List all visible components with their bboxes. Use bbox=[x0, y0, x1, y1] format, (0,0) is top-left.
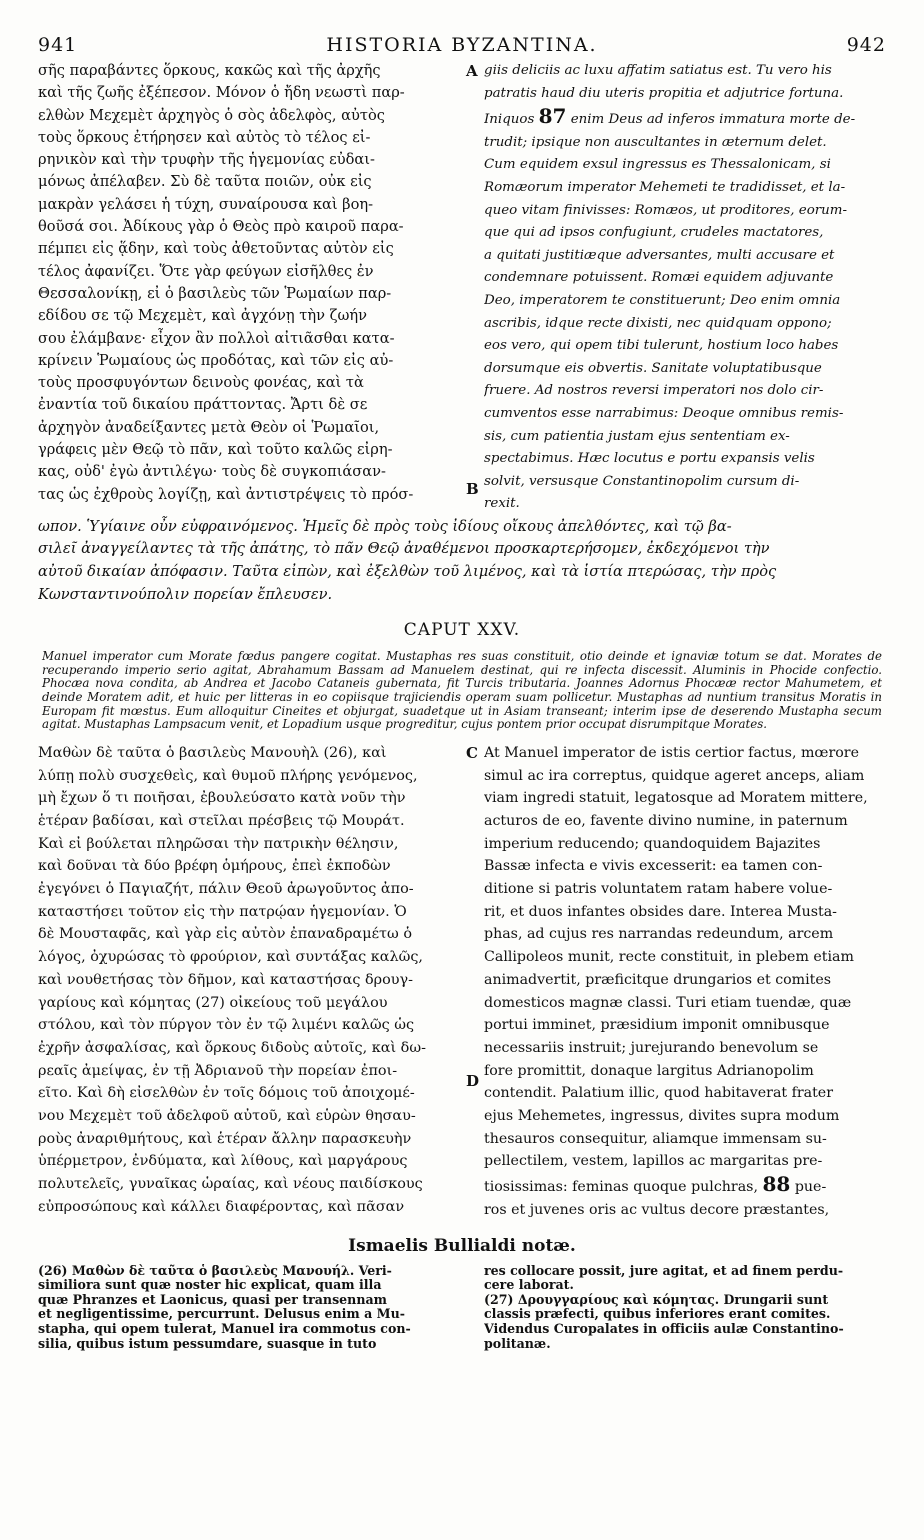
text-line: γαρίους καὶ κόμητας (27) οἰκείους τοῦ μεγάλου bbox=[38, 994, 388, 1011]
text-line: σιλεῖ ἀναγγείλαντες τὰ τῆς ἀπάτης, τὸ πᾶν Θεῷ ἀναθέμενοι προσκαρτερήσομεν, ἐκδεχόμενοι τὴν bbox=[38, 540, 770, 558]
text-line: ros et juvenes oris ac vultus decore præstantes, bbox=[484, 1201, 830, 1218]
text-line: cumventos esse narrabimus: Deoque omnibus remis- bbox=[484, 405, 844, 421]
text-line: λύπῃ πολὺ συσχεθεὶς, καὶ θυμοῦ πλήρης γενόμενος, bbox=[38, 767, 418, 784]
text-line: Bassæ infecta e vivis excesserit: ea tamen con- bbox=[484, 858, 823, 875]
text-line: domesticos magnæ classi. Turi etiam tuendæ, quæ bbox=[484, 994, 852, 1011]
text-line: animadvertit, præficitque drungarios et comites bbox=[484, 971, 832, 988]
margin-letter-c: C bbox=[466, 743, 478, 762]
text-line: acturos de eo, favente divino numine, in paternum bbox=[484, 812, 848, 829]
text-line: Cum equidem exsul ingressus es Thessalonicam, si bbox=[484, 157, 831, 173]
text-line: νου Μεχεμὲτ τοῦ ἀδελφοῦ αὐτοῦ, καὶ εὑρὼν θησαυ- bbox=[38, 1108, 416, 1125]
lower-greek-column bbox=[38, 742, 458, 1222]
text-line: ἀρχηγὸν ἀναδείξαντες μετὰ Θεὸν οἱ Ῥωμαῖοι, bbox=[38, 418, 380, 436]
text-line: dorsumque eis obvertis. Sanitate voluptatibusque bbox=[484, 360, 822, 376]
page-marker: 88 bbox=[762, 1173, 791, 1197]
upper-margin bbox=[458, 60, 484, 516]
text-line: ὑπέρμετρον, ἐνδύματα, καὶ λίθους, καὶ μαργάρους bbox=[38, 1153, 408, 1170]
text-line: Μαθὼν δὲ ταῦτα ὁ βασιλεὺς Μανουὴλ (26), καὶ bbox=[38, 744, 387, 761]
text-line: Iniquos 87 enim Deus ad inferos immatura morte de- bbox=[484, 105, 856, 129]
text-line: Romæorum imperator Mehemeti te tradidisset, et la- bbox=[484, 179, 846, 195]
running-head bbox=[38, 34, 886, 56]
text-line: fruere. Ad nostros reversi imperatori nos dolo cir- bbox=[484, 383, 824, 399]
text-line: καὶ νουθετήσας τὸν δῆμον, καὶ καταστήσας δρουγ- bbox=[38, 971, 414, 988]
text-line: μόνως ἀπέλαβεν. Σὺ δὲ ταῦτα ποιῶν, οὐκ εἰς bbox=[38, 173, 372, 191]
notes-columns bbox=[38, 1264, 886, 1352]
margin-letter-a: A bbox=[466, 62, 478, 80]
notes-left-column bbox=[38, 1264, 484, 1352]
text-line: tiosissimas: feminas quoque pulchras, 88 pue- bbox=[484, 1173, 827, 1197]
text-line: et negligentissime, percurrunt. Delusus enim a Mu- bbox=[38, 1307, 405, 1322]
text-line: contendit. Palatium illic, quod habitaverat frater bbox=[484, 1085, 833, 1102]
text-line: patratis haud diu uteris propitia et adjutrice fortuna. bbox=[484, 85, 844, 101]
greek-text bbox=[38, 60, 458, 506]
text-line: τέλος ἀφανίζει. Ὅτε γὰρ φεύγων εἰσῆλθες ἐν bbox=[38, 262, 374, 280]
text-line: res collocare possit, jure agitat, et ad finem perdu- bbox=[484, 1263, 844, 1278]
greek-full-width-text bbox=[38, 516, 886, 606]
text-line: τοὺς ὅρκους ἐτήρησεν καὶ αὐτὸς τὸ τέλος εἰ- bbox=[38, 128, 371, 146]
text-line: viam ingredi statuit, legatosque ad Moratem mittere, bbox=[484, 790, 868, 807]
text-line: similiora sunt quæ noster hic explicat, quam illa bbox=[38, 1278, 382, 1293]
text-line: ρεαῖς ἀμείψας, ἐν τῇ Ἀδριανοῦ τὴν πορείαν ἐποι- bbox=[38, 1062, 398, 1079]
running-title: HISTORIA BYZANTINA. bbox=[326, 34, 598, 56]
text-line: ἐχρῆν ἀσφαλίσας, καὶ ὅρκους διδοὺς αὐτοῖς, καὶ δω- bbox=[38, 1039, 426, 1056]
text-line: εὐπροσώπους καὶ κάλλει διαφέροντας, καὶ πᾶσαν bbox=[38, 1198, 405, 1215]
text-line: μακρὰν γελάσει ἡ τύχη, συναίρουσα καὶ βοη- bbox=[38, 195, 374, 213]
text-line: πέμπει εἰς ᾅδην, καὶ τοὺς ἀθετοῦντας αὐτὸν εἰς bbox=[38, 240, 394, 258]
text-line: ejus Mehemetes, ingressus, divites supra modum bbox=[484, 1108, 840, 1125]
text-line: κας, οὐδ' ἐγὼ ἀντιλέγω· τοὺς δὲ συγκοπιάσαν- bbox=[38, 463, 386, 481]
lower-latin-column bbox=[484, 742, 886, 1222]
text-line: κρίνειν Ῥωμαίους ὡς προδότας, καὶ τῶν εἰς αὐ- bbox=[38, 351, 394, 369]
text-line: καταστήσει τοῦτον εἰς τὴν πατρῴαν ἡγεμονίαν. Ὁ bbox=[38, 903, 407, 920]
text-line: giis deliciis ac luxu affatim satiatus est. Tu vero his bbox=[484, 63, 832, 78]
lower-columns bbox=[38, 742, 886, 1222]
text-line: ελθὼν Μεχεμὲτ ἀρχηγὸς ὁ σὸς ἀδελφὸς, αὐτὸς bbox=[38, 106, 385, 124]
text-line: στόλου, καὶ τὸν πύργον τὸν ἐν τῷ λιμένι καλῶς ὡς bbox=[38, 1017, 415, 1034]
text-line: At Manuel imperator de istis certior factus, mœrore bbox=[484, 744, 859, 761]
text-line: καὶ δοῦναι τὰ δύο βρέφη ὁμήρους, ἐπεὶ ἐκποδὼν bbox=[38, 858, 391, 875]
text-line: ροὺς ἀναριθμήτους, καὶ ἑτέραν ἄλλην παρασκευὴν bbox=[38, 1130, 412, 1147]
notes-heading: Ismaelis Bullialdi notæ. bbox=[348, 1235, 576, 1256]
text-line: fore promittit, donaque largitus Adrianopolim bbox=[484, 1062, 814, 1079]
text-line: ρηνικὸν καὶ τὴν τρυφὴν τῆς ἡγεμονίας εὐδαι- bbox=[38, 151, 375, 169]
text-line: imperium reducendo; quandoquidem Bajazites bbox=[484, 835, 821, 852]
chapter-heading: CAPUT XXV. bbox=[403, 620, 521, 641]
text-line: εδίδου σε τῷ Μεχεμὲτ, καὶ ἀγχόνῃ τὴν ζωήν bbox=[38, 307, 368, 325]
text-line: μὴ ἔχων ὅ τι ποιῆσαι, ἐβουλεύσατο κατὰ νοῦν τὴν bbox=[38, 790, 406, 807]
text-line: condemnare potuissent. Romæi equidem adjuvante bbox=[484, 270, 834, 286]
text-line: γράφεις μὲν Θεῷ τὸ πᾶν, καὶ τοῦτο καλῶς εἰρη- bbox=[38, 441, 393, 459]
text-line: Deo, imperatorem te constituerunt; Deo enim omnia bbox=[484, 292, 841, 308]
chapter-summary: Manuel imperator cum Morate fœdus pangere cogitat. Mustaphas res suas constituit, otio deinde et ignaviæ totum se dat. Morates de recuperando imperio serio agitat, Abrahamum Bassam ad Manuelem destinat, qui re infecta discessit. Aluminis in Phocide confectio. Phocæa nova condita, ab Andrea et Jacobo Cataneis gubernata, fit Turcis tributaria. Joannes Adornus Phocææ rector Mahumetem, et deinde Moratem adit, et huic per litteras in eo copiisque trajiciendis operam suam pollicetur. Mustaphas ad nuntium transitus Moratis in Europam fit mœstus. Eum alloquitur Cineites et objurgat, suadetque ut in Asiam transeant; interim ipse de deserendo Mustapha secum agitat. Mustaphas Lampsacum venit, et Lopadium usque progreditur, cujus pontem prior occupat disrumpitque Morates. bbox=[42, 649, 882, 732]
text-line: solvit, versusque Constantinopolim cursum di- bbox=[484, 473, 800, 489]
text-line: ωπον. Ὑγίαινε οὖν εὐφραινόμενος. Ἡμεῖς δὲ πρὸς τοὺς ἰδίους οἴκους ἀπελθόντες, καὶ τῷ βα- bbox=[38, 517, 732, 535]
left-page-number: 941 bbox=[38, 34, 78, 56]
text-line: spectabimus. Hæc locutus e portu expansis velis bbox=[484, 451, 815, 467]
text-line: cere laborat. bbox=[484, 1278, 574, 1293]
text-line: classis præfecti, quibus inferiores erant comites. bbox=[484, 1307, 831, 1322]
text-line: Videndus Curopalates in officiis aulæ Constantino- bbox=[484, 1321, 844, 1336]
text-line: σῆς παραβάντες ὅρκους, κακῶς καὶ τῆς ἀρχῆς bbox=[38, 62, 381, 79]
text-line: ἐναντία τοῦ δικαίου πράττοντας. Ἄρτι δὲ σε bbox=[38, 396, 368, 414]
text-line: δὲ Μουσταφᾶς, καὶ γὰρ εἰς αὐτὸν ἐπαναδραμέτω ὁ bbox=[38, 926, 412, 943]
lower-margin bbox=[458, 742, 484, 1222]
text-line: pellectilem, vestem, lapillos ac margaritas pre- bbox=[484, 1153, 823, 1170]
text-line: πολυτελεῖς, γυναῖκας ὡραίας, καὶ νέους παιδίσκους bbox=[38, 1176, 423, 1193]
margin-letter-d: D bbox=[466, 1071, 480, 1090]
text-line: politanæ. bbox=[484, 1336, 551, 1351]
text-line: αὐτοῦ δικαίαν ἀπόφασιν. Ταῦτα εἰπὼν, καὶ ἐξελθὼν τοῦ λιμένος, καὶ τὰ ἱστία πτερώσας, τὴν πρὸς bbox=[38, 563, 777, 581]
text-line: ditione si patris voluntatem ratam habere volue- bbox=[484, 881, 833, 898]
text-line: rit, et duos infantes obsides dare. Interea Musta- bbox=[484, 903, 837, 920]
text-line: portui imminet, præsidium imponit omnibusque bbox=[484, 1017, 830, 1034]
text-line: quæ Phranzes et Laonicus, quasi per transennam bbox=[38, 1292, 387, 1307]
text-line: eos vero, qui opem tibi tulerunt, hostium loco habes bbox=[484, 338, 839, 354]
text-line: Κωνσταντινούπολιν πορείαν ἔπλευσεν. bbox=[38, 585, 333, 603]
text-line: τοὺς προσφυγόντων δεινοὺς φονέας, καὶ τὰ bbox=[38, 374, 364, 392]
upper-greek-column bbox=[38, 60, 458, 516]
text-line: εῖτο. Καὶ δὴ εἰσελθὼν ἐν τοῖς δόμοις τοῦ ἀποιχομέ- bbox=[38, 1085, 415, 1102]
text-line: (27) Δρουγγαρίους καὶ κόμητας. Drungarii sunt bbox=[484, 1292, 829, 1307]
text-line: Callipoleos munit, recte constituit, in plebem etiam bbox=[484, 949, 854, 966]
text-line: ascribis, idque recte dixisti, nec quidquam oppono; bbox=[484, 315, 832, 331]
text-line: Θεσσαλονίκῃ, εἰ ὁ βασιλεὺς τῶν Ῥωμαίων παρ- bbox=[38, 284, 392, 302]
text-line: a quitati justitiæque adversantes, multi accusare et bbox=[484, 247, 835, 263]
text-line: σου ἐλάμβανε· εἶχον ἂν πολλοὶ αἰτιᾶσθαι κατα- bbox=[38, 329, 395, 347]
text-line: (26) Μαθὼν δὲ ταῦτα ὁ βασιλεὺς Μανουήλ. Veri- bbox=[38, 1263, 392, 1278]
text-line: sis, cum patientia justam ejus sententiam ex- bbox=[484, 428, 790, 444]
text-line: necessariis instruit; jurejurando benevolum se bbox=[484, 1039, 819, 1056]
upper-columns bbox=[38, 60, 886, 516]
text-line: stapha, qui opem tulerat, Manuel ira commotus con- bbox=[38, 1321, 411, 1336]
text-line: λόγος, ὀχυρώσας τὸ φρούριον, καὶ συντάξας καλῶς, bbox=[38, 949, 423, 966]
margin-letter-b: B bbox=[466, 480, 479, 498]
page-marker: 87 bbox=[538, 105, 567, 129]
text-line: Καὶ εἰ βούλεται πληρῶσαι τὴν πατρικὴν θέλησιν, bbox=[38, 835, 399, 852]
notes-right-column bbox=[484, 1264, 886, 1352]
text-line: θοῦσά σοι. Ἀδίκους γὰρ ὁ Θεὸς πρὸ καιροῦ παρα- bbox=[38, 218, 404, 236]
latin-text bbox=[484, 60, 886, 516]
text-line: thesauros consequitur, aliamque immensam su- bbox=[484, 1130, 827, 1147]
text-line: τας ὡς ἐχθροὺς λογίζῃ, καὶ ἀντιστρέψεις τὸ πρόσ- bbox=[38, 485, 414, 503]
text-line: queo vitam finivisses: Romæos, ut proditores, eorum- bbox=[484, 202, 848, 218]
right-page-number: 942 bbox=[846, 34, 886, 56]
text-line: ἐγεγόνει ὁ Παγιαζήτ, πάλιν Θεοῦ ἀρωγοῦντος ἀπο- bbox=[38, 881, 414, 898]
text-line: trudit; ipsique non auscultantes in æternum delet. bbox=[484, 134, 827, 150]
text-line: simul ac ira correptus, quidque ageret anceps, aliam bbox=[484, 767, 865, 784]
text-line: que qui ad ipsos confugiunt, crudeles mactatores, bbox=[484, 225, 824, 241]
upper-latin-column bbox=[484, 60, 886, 516]
text-line: καὶ τῆς ζωῆς ἐξέπεσον. Μόνον ὁ ἤδη νεωστὶ παρ- bbox=[38, 84, 405, 102]
text-line: silia, quibus istum pessumdare, suasque in tuto bbox=[38, 1336, 377, 1351]
text-line: phas, ad cujus res narrandas redeundum, arcem bbox=[484, 926, 834, 943]
text-line: ἑτέραν βαδίσαι, καὶ στεῖλαι πρέσβεις τῷ Μουράτ. bbox=[38, 812, 405, 829]
text-line: rexit. bbox=[484, 496, 520, 512]
